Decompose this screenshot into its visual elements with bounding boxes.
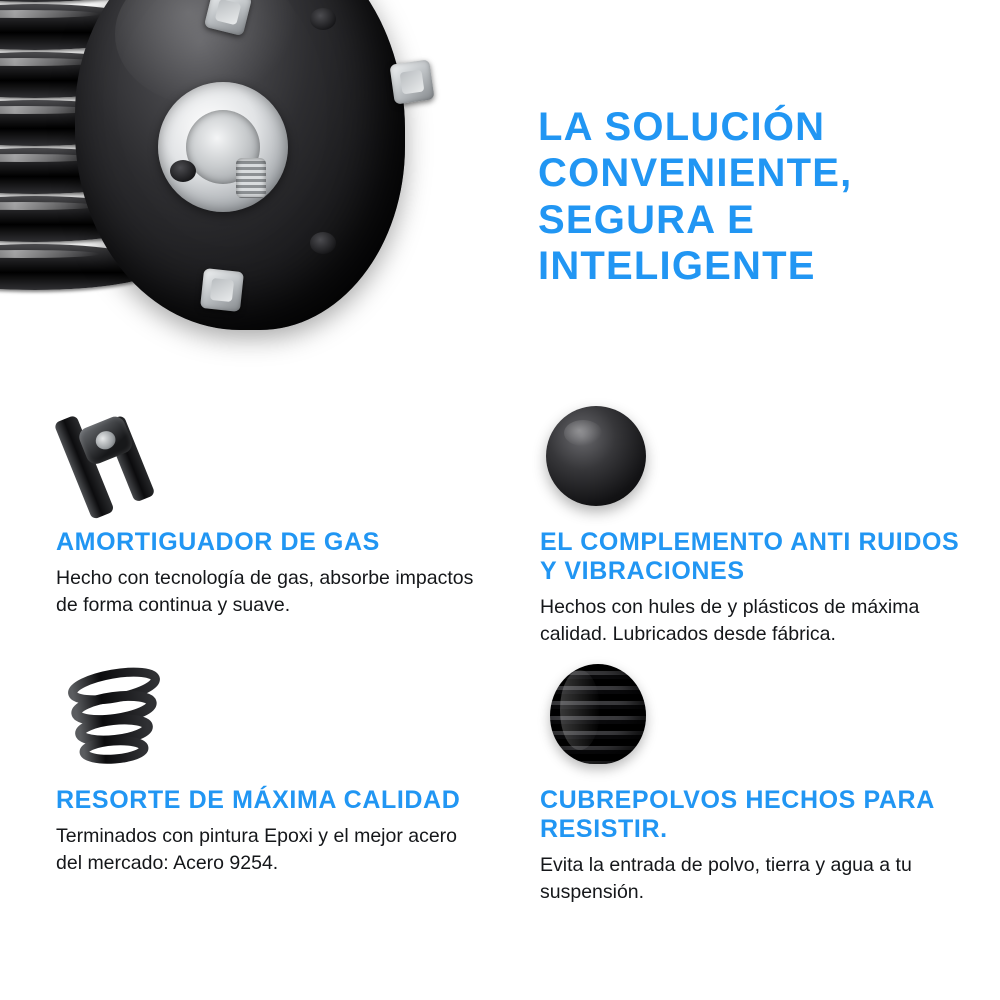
feature-title: RESORTE DE MÁXIMA CALIDAD <box>56 786 461 814</box>
feature-body: Hecho con tecnología de gas, absorbe impactos de forma continua y suave. <box>56 566 474 617</box>
dust-boot-icon <box>540 658 658 776</box>
rubber-bumpstop-icon <box>540 400 658 518</box>
mount-dimple <box>170 160 196 182</box>
feature-body: Terminados con pintura Epoxi y el mejor acero del mercado: Acero 9254. <box>56 824 458 875</box>
threaded-stud-graphic <box>236 158 266 198</box>
mount-bolt-icon <box>389 59 434 104</box>
mount-dimple <box>310 232 336 254</box>
feature-title: EL COMPLEMENTO ANTI RUIDOS Y VIBRACIONES <box>540 528 960 585</box>
gas-shock-icon <box>56 400 174 518</box>
feature-item-dust-boot <box>540 658 970 907</box>
feature-item-rubber-bumpstop <box>540 400 970 649</box>
mount-bolt-icon <box>200 268 244 312</box>
feature-title: CUBREPOLVOS HECHOS PARA RESISTIR. <box>540 786 934 843</box>
feature-body: Hechos con hules de y plásticos de máxima calidad. Lubricados desde fábrica. <box>540 595 920 646</box>
feature-item-coil-spring <box>56 658 486 878</box>
feature-item-gas-shock <box>56 400 486 620</box>
coil-spring-icon <box>56 658 174 776</box>
feature-grid <box>0 390 1000 970</box>
headline: LA SOLUCIÓN CONVENIENTE, SEGURA E INTELIGENTE <box>538 105 853 289</box>
strut-bearing-graphic <box>158 82 288 212</box>
feature-body: Evita la entrada de polvo, tierra y agua a tu suspensión. <box>540 853 912 904</box>
mount-dimple <box>310 8 336 30</box>
strut-assembly-photo <box>0 0 500 370</box>
feature-title: AMORTIGUADOR DE GAS <box>56 528 380 556</box>
